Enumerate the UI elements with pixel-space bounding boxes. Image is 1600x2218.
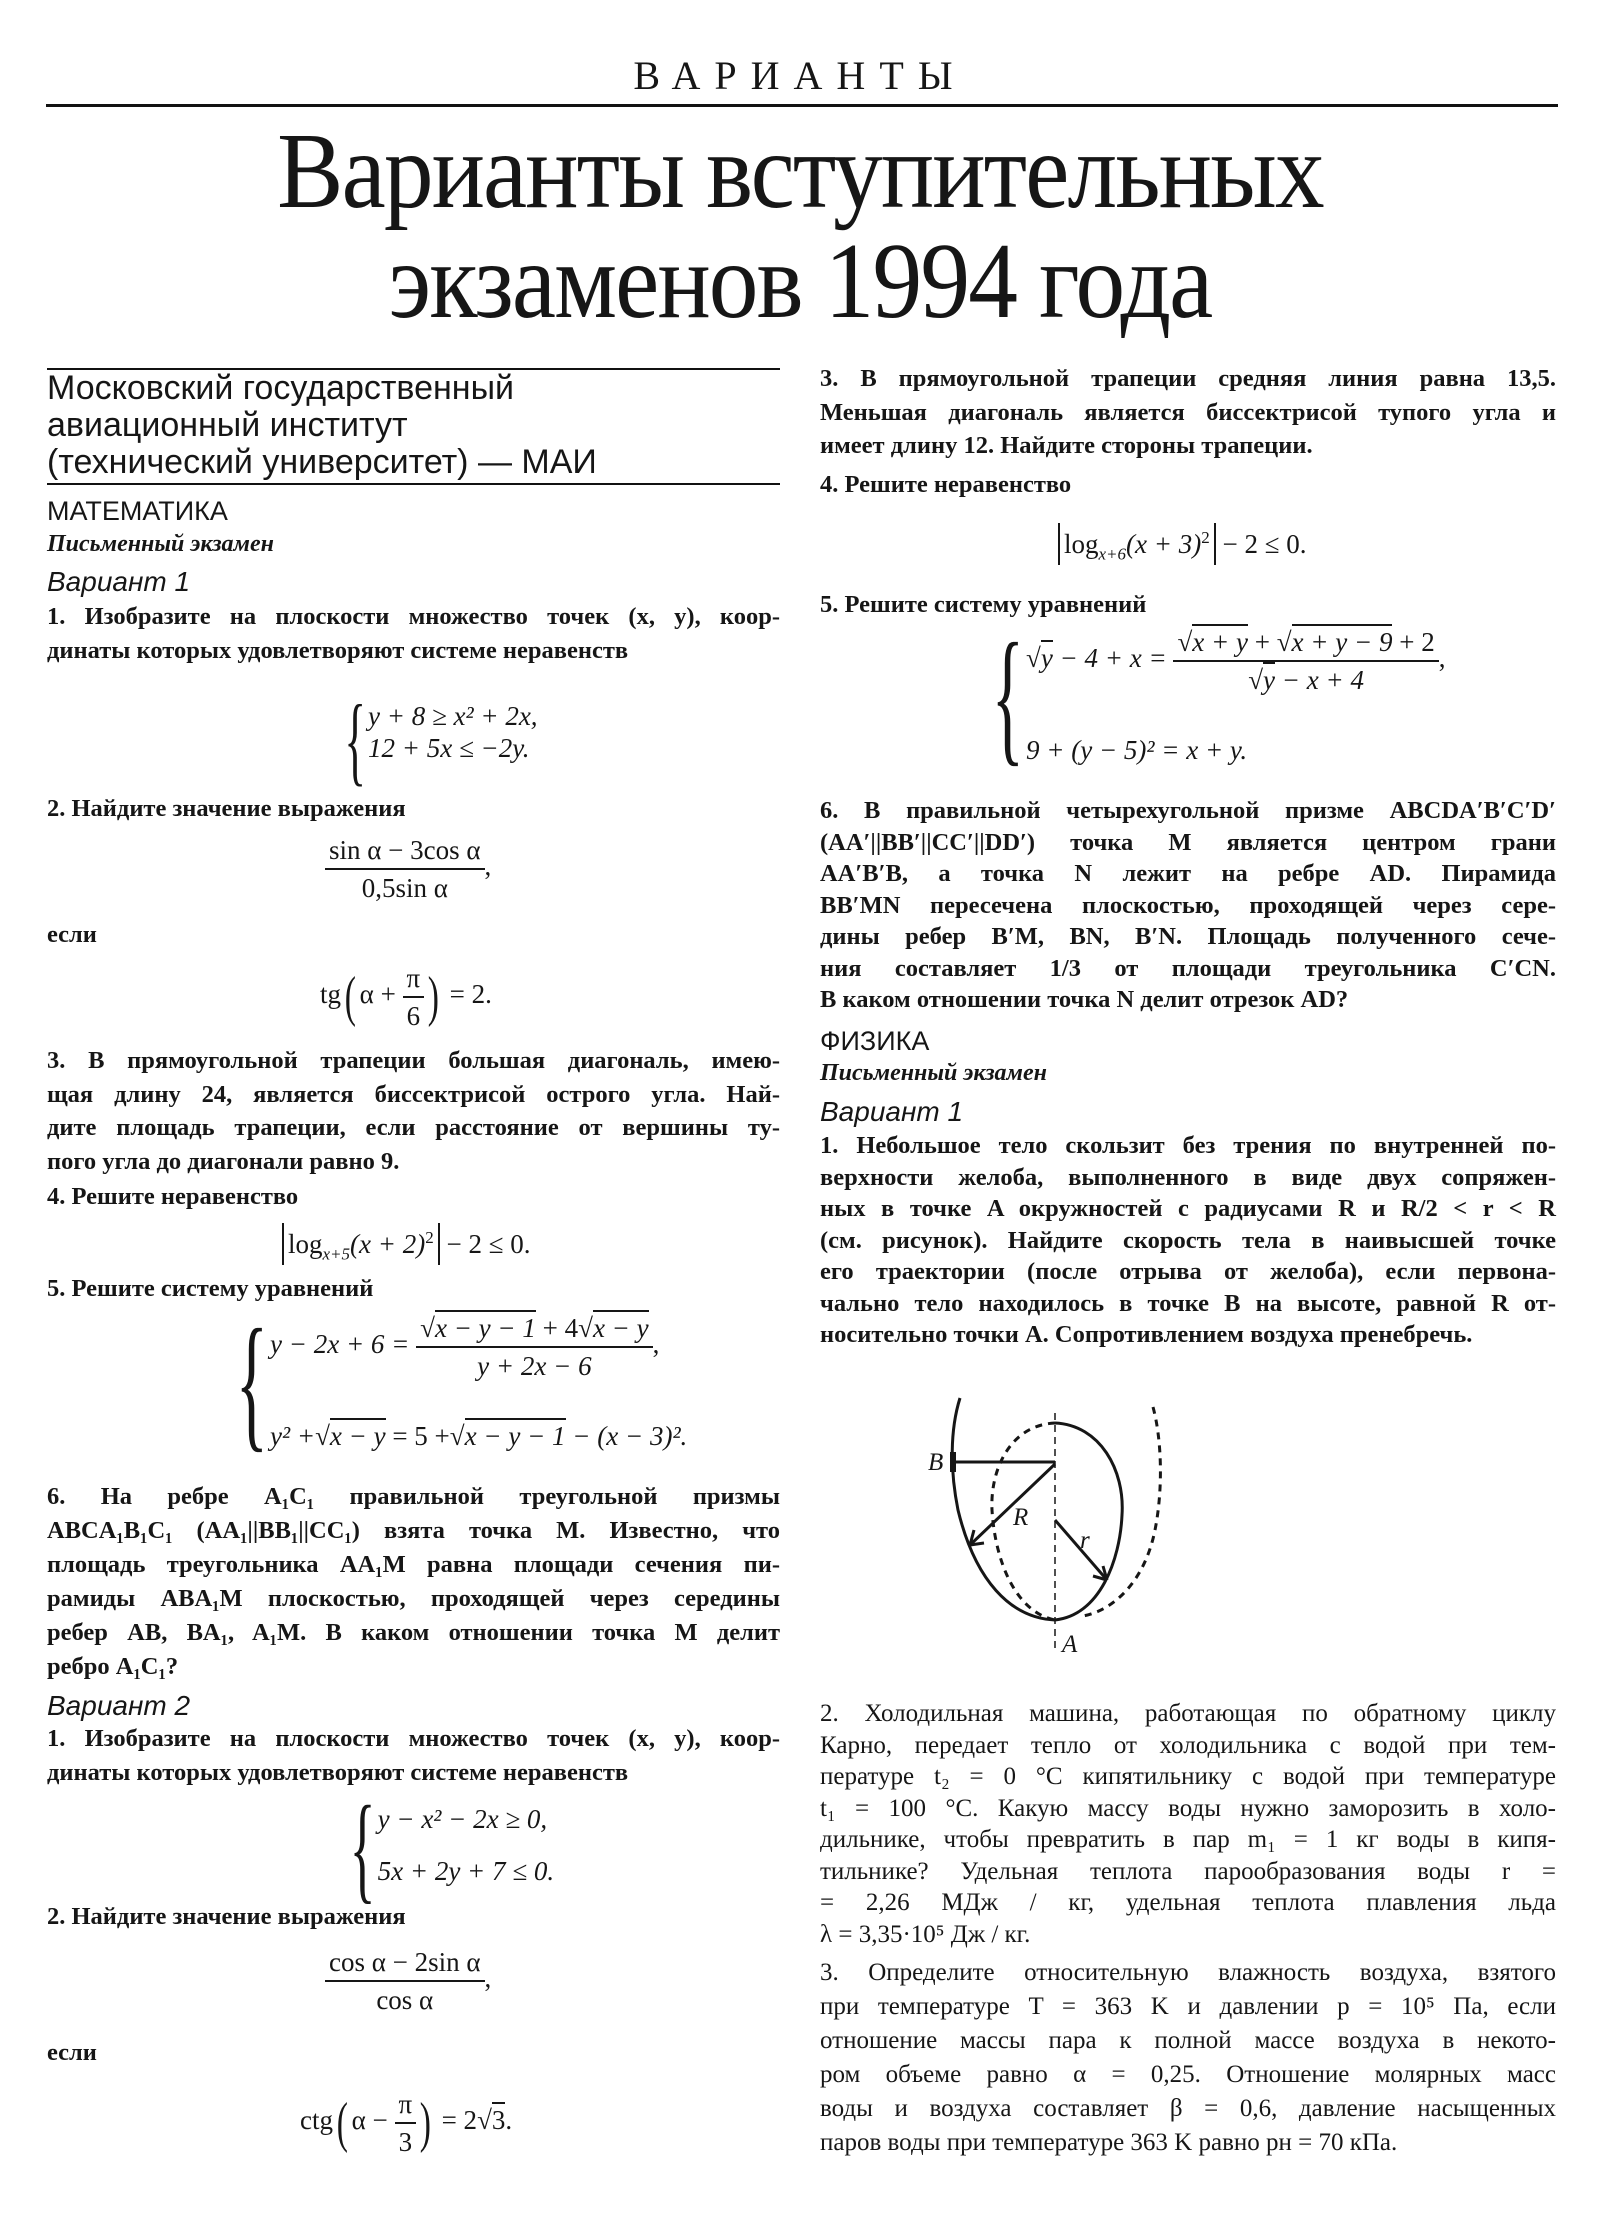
text-line: его траектории (после отрыва от желоба), если первона- <box>820 1258 1556 1285</box>
term: + <box>1254 627 1270 657</box>
text-line: ром объеме равно α = 0,25. Отношение молярных масс <box>820 2061 1556 2088</box>
text-line: дильнике, чтобы превратить в пар m₁ = 1 кг воды в кипя- <box>820 1826 1556 1853</box>
base: x+6 <box>1098 544 1127 564</box>
fn: ctg <box>300 2105 333 2136</box>
text-line: 6. В правильной четырехугольной призме ABCDA′B′C′D′ <box>820 797 1556 824</box>
brace-icon: { <box>344 684 366 795</box>
text-line: ния составляет 1/3 от площади треугольника C′CN. <box>820 954 1556 982</box>
big-arc-solid <box>952 1398 1055 1620</box>
page-title-line-2: экзаменов 1994 года <box>388 222 1212 341</box>
label-B: B <box>928 1449 944 1476</box>
exp: 2 <box>1201 528 1210 547</box>
radicand: x + y − 9 <box>1292 624 1393 657</box>
text-line: 2. Найдите значение выражения <box>47 1903 406 1930</box>
text-line: 3. Определите относительную влажность воздуха, взятого <box>820 1959 1556 1986</box>
page-title-line-1: Варианты вступительных <box>277 112 1323 231</box>
physics-problem-3 <box>820 1956 1556 2160</box>
brace-icon: { <box>991 613 1024 779</box>
comma: , <box>484 1963 492 1994</box>
system-line: 9 + (y − 5)² = x + y. <box>1026 735 1248 765</box>
radicand: x − y <box>330 1418 386 1451</box>
text-line: Меньшая диагональ является биссектрисой тупого угла и <box>820 398 1556 426</box>
text-line: (см. рисунок). Найдите скорость тела в наивысшей точке <box>820 1226 1556 1254</box>
text-line: 5. Решите систему уравнений <box>47 1275 374 1302</box>
text-line: ребро A₁C₁? <box>47 1653 179 1680</box>
text-line: верхности желоба, выполненного в виде двух сопряжен- <box>820 1163 1556 1191</box>
radicand: y <box>1263 662 1275 695</box>
text-line: 4. Решите неравенство <box>47 1183 299 1210</box>
numerator: π <box>403 962 425 998</box>
term: α + <box>359 979 396 1010</box>
fn: tg <box>320 979 342 1010</box>
text-line: пого угла до диагонали равно 9. <box>47 1147 400 1175</box>
text-line: при температуре T = 363 K и давлении p = 10⁵ Па, если <box>820 1993 1556 2020</box>
radicand: 3 <box>492 2102 506 2135</box>
text-line: 2. Холодильная машина, работающая по обратному циклу <box>820 1700 1556 1727</box>
text-line: рамиды ABA₁M плоскостью, проходящей через середины <box>47 1585 780 1612</box>
v1-p2-condition: tg( α + $\frac{\pi}{6}$ ) = 2. <box>320 963 492 1031</box>
text-line: 3. В прямоугольной трапеции средняя линия равна 13,5. <box>820 365 1556 392</box>
denominator: 3 <box>398 2127 413 2157</box>
system-line: 5x + 2y + 7 ≤ 0. <box>377 1856 555 1886</box>
label-r: r <box>1080 1527 1090 1554</box>
radicand: y <box>1041 640 1053 673</box>
term: − 2 ≤ 0. <box>446 1229 531 1259</box>
denominator: − x + 4 <box>1281 665 1364 695</box>
text-line: BB′MN пересечена плоскостью, проходящей через сере- <box>820 891 1556 919</box>
text-line: динаты которых удовлетворяют системе неравенств <box>47 636 629 664</box>
text-line: имеет длину 12. Найдите стороны трапеции. <box>820 432 1313 459</box>
text-line: 1. Небольшое тело скользит без трения по внутренней по- <box>820 1132 1556 1159</box>
text-line: дины ребер B′M, BN, B′N. Площадь полученного сече- <box>820 923 1556 950</box>
term: = 5 + <box>392 1421 450 1451</box>
text-line: 6. На ребре A₁C₁ правильной треугольной призмы <box>47 1483 780 1510</box>
log: log <box>1064 529 1099 559</box>
text-line: дите площадь трапеции, если расстояние от вершины ту- <box>47 1114 780 1141</box>
text-line: паров воды при температуре 363 K равно pн = 70 кПа. <box>820 2129 1398 2156</box>
numerator: π <box>395 2088 417 2124</box>
physics-variant-1-label: Вариант 1 <box>820 1096 964 1127</box>
term: = 2 <box>441 2105 478 2136</box>
text-line: 1. Изобразите на плоскости множество точек (x, y), коор- <box>47 603 780 630</box>
text-line: носительно точки A. Сопротивлением воздуха пренебречь. <box>820 1321 1473 1348</box>
text-line: (AA′||BB′||CC′||DD′) точка M является центром грани <box>820 828 1556 856</box>
radicand: x − y − 1 <box>465 1418 566 1451</box>
system-line: y + 8 ≥ x² + 2x, <box>368 701 538 731</box>
term: − 4 + x = <box>1059 643 1167 674</box>
term: − 2 ≤ 0. <box>1222 529 1307 559</box>
term: + 4 <box>542 1313 579 1343</box>
radicand: x − y <box>593 1310 649 1343</box>
text-line: тильнике? Удельная теплота парообразования воды r = <box>820 1857 1556 1885</box>
numerator: cos α − 2sin α <box>325 1946 485 1982</box>
text-line: отношение массы пара к полной массе воздуха в некото- <box>820 2027 1556 2054</box>
exp: 2 <box>425 1228 434 1247</box>
base: x+5 <box>322 1244 351 1264</box>
text-line: авиационный институт <box>47 406 408 444</box>
comma: , <box>1438 643 1446 674</box>
text-line: Карно, передает тепло от холодильника с водой при тем- <box>820 1731 1556 1759</box>
subject-physics: ФИЗИКА <box>820 1026 930 1056</box>
text-line: 2. Найдите значение выражения <box>47 795 406 822</box>
body-marker <box>950 1452 956 1472</box>
text-line: 4. Решите неравенство <box>820 471 1072 498</box>
term: . <box>505 2105 513 2136</box>
text-line: = 2,26 МДж / кг, удельная теплота плавления льда <box>820 1889 1556 1916</box>
text-line: ребер AB, BA₁, A₁M. В каком отношении точка M делит <box>47 1619 780 1646</box>
text-line: динаты которых удовлетворяют системе неравенств <box>47 1758 629 1786</box>
variant-2-label: Вариант 2 <box>47 1690 191 1721</box>
system-line: y − x² − 2x ≥ 0, <box>377 1804 548 1834</box>
term: − (x − 3)². <box>572 1421 688 1451</box>
text-line: щая длину 24, является биссектрисой острого угла. Най- <box>47 1080 780 1108</box>
comma: , <box>484 851 492 882</box>
radicand: x + y <box>1192 624 1248 657</box>
denominator: y + 2x − 6 <box>477 1351 592 1381</box>
label-A: A <box>1062 1631 1078 1658</box>
system-line: 12 + 5x ≤ −2y. <box>368 733 530 763</box>
text-line: ных в точке A окружностей с радиусами R и R/2 < r < R <box>820 1195 1556 1222</box>
section-kicker: ВАРИАНТЫ <box>633 53 967 98</box>
comma: , <box>652 1329 660 1360</box>
radicand: x − y − 1 <box>435 1310 536 1343</box>
brace-icon: { <box>349 1781 376 1914</box>
term: = 2. <box>449 979 492 1010</box>
text-line: площадь треугольника AA₁M равна площади сечения пи- <box>47 1551 780 1578</box>
text-line: t₁ = 100 °C. Какую массу воды нужно заморозить в холо- <box>820 1794 1556 1822</box>
if-label-2: если <box>47 2039 97 2066</box>
text-line: ABCA₁B₁C₁ (AA₁||BB₁||CC₁) взята точка M. Известно, что <box>47 1517 780 1544</box>
text-line: пературе t₂ = 0 °C кипятильнику с водой при температуре <box>820 1763 1556 1790</box>
variant-1-label: Вариант 1 <box>47 566 191 597</box>
brace-icon: { <box>235 1299 268 1465</box>
denominator: cos α <box>376 1985 434 2015</box>
subject-math: МАТЕМАТИКА <box>47 496 228 526</box>
term: + 2 <box>1399 627 1435 657</box>
text-line: воды и воздуха составляет β = 0,6, давление насыщенных <box>820 2095 1556 2122</box>
term: y² + <box>270 1421 316 1451</box>
text-line: 5. Решите систему уравнений <box>820 591 1147 618</box>
numerator: sin α − 3cos α <box>325 834 485 870</box>
if-label: если <box>47 921 97 948</box>
term: α − <box>351 2105 388 2136</box>
physics-problem-2 <box>820 1698 1556 1950</box>
text-line: Московский государственный <box>47 369 515 407</box>
arg: (x + 2) <box>350 1229 426 1259</box>
exam-type: Письменный экзамен <box>47 531 274 557</box>
term: y − 2x + 6 = <box>270 1329 410 1360</box>
text-line: λ = 3,35·10⁵ Дж / кг. <box>820 1920 1031 1948</box>
text-line: (технический университет) — МАИ <box>47 443 597 481</box>
label-R: R <box>1013 1504 1029 1531</box>
v2-p2-condition: ctg( α − $\frac{\pi}{3}$ ) = 2√ 3. <box>300 2088 512 2158</box>
physics-exam-type: Письменный экзамен <box>820 1060 1047 1086</box>
text-line: AA′B′B, а точка N лежит на ребре AD. Пирамида <box>820 860 1556 887</box>
small-circle-solid <box>1055 1423 1122 1620</box>
arg: (x + 3) <box>1126 529 1202 559</box>
text-line: 1. Изобразите на плоскости множество точек (x, y), коор- <box>47 1725 780 1752</box>
text-line: чально тело находилось в точке B на высоте, равной R от- <box>820 1289 1556 1317</box>
text-line: В каком отношении точка N делит отрезок AD? <box>820 986 1349 1013</box>
denominator: 6 <box>406 1001 421 1031</box>
denominator: 0,5sin α <box>361 873 448 903</box>
log: log <box>288 1229 323 1259</box>
text-line: 3. В прямоугольной трапеции большая диагональ, имею- <box>47 1047 780 1074</box>
